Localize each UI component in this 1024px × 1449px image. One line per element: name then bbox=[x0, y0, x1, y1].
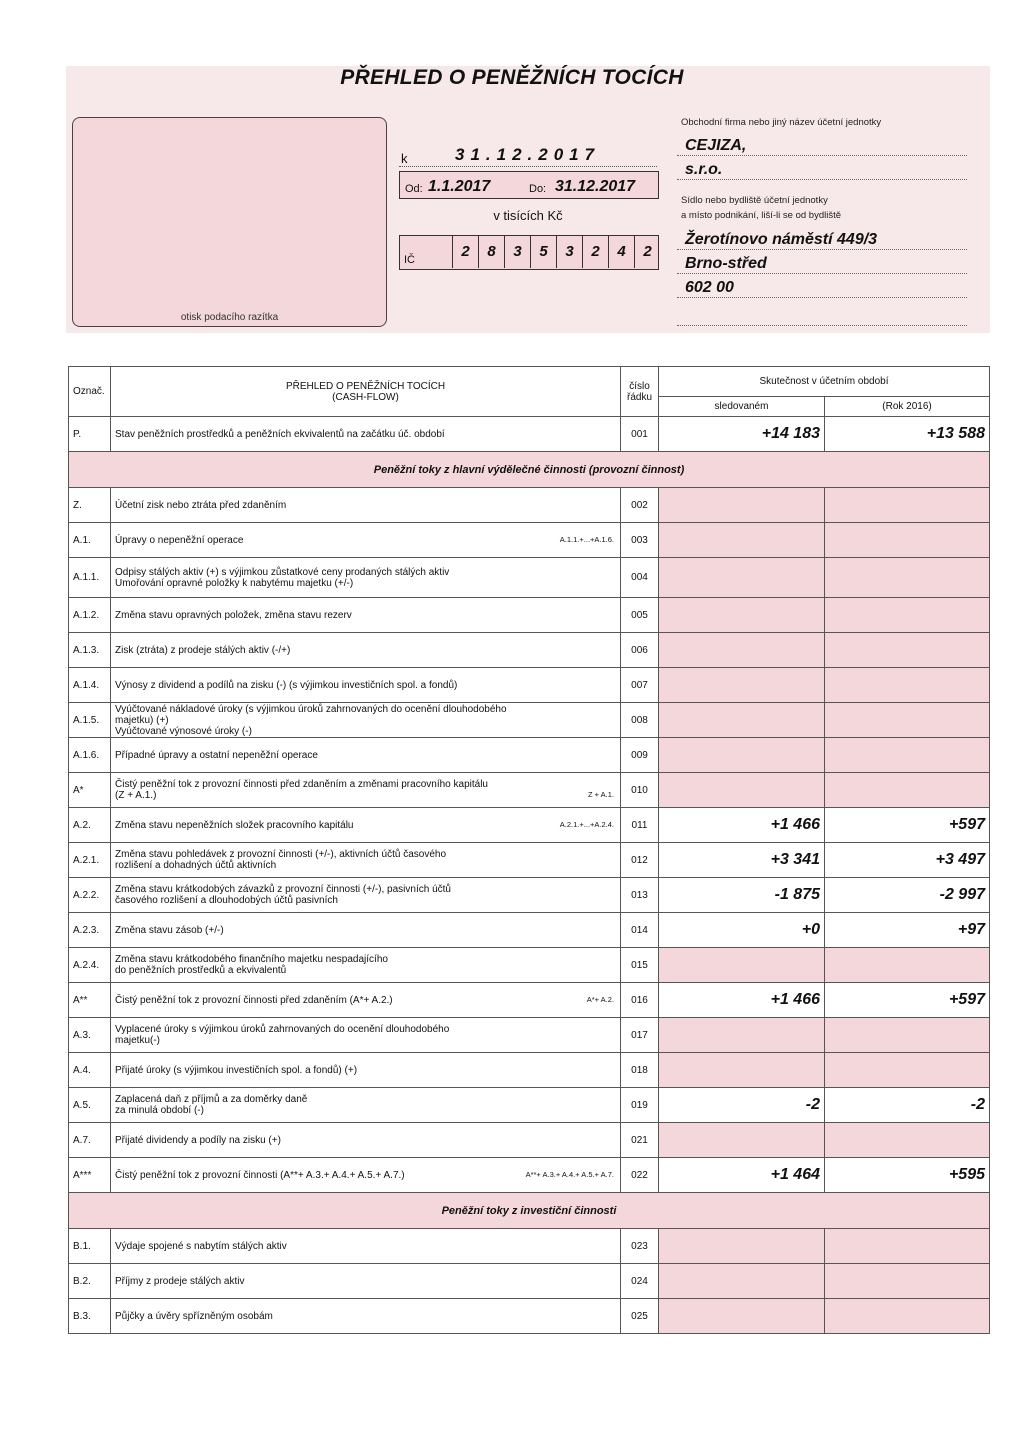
table-row bbox=[69, 948, 990, 983]
row-text: Přijaté úroky (s výjimkou investičních spol. a fondů) (+) bbox=[115, 1064, 358, 1076]
row-text: Úpravy o nepeněžní operace bbox=[115, 534, 244, 546]
value-previous bbox=[825, 948, 990, 983]
row-text: Změna stavu zásob (+/-) bbox=[115, 924, 224, 936]
value-current bbox=[659, 1053, 825, 1088]
table-row bbox=[69, 558, 990, 598]
row-text: Odpisy stálých aktiv (+) s výjimkou zůstatkové ceny prodaných stálých aktiv bbox=[115, 566, 450, 578]
header-title-2: (CASH-FLOW) bbox=[332, 391, 399, 403]
row-text: do peněžních prostředků a ekvivalentů bbox=[115, 965, 287, 976]
table-row bbox=[69, 668, 990, 703]
value-current bbox=[659, 488, 825, 523]
row-text: Stav peněžních prostředků a peněžních ekvivalentů na začátku úč. období bbox=[111, 417, 621, 452]
row-number: 004 bbox=[621, 558, 659, 598]
row-formula: Z + A.1. bbox=[587, 790, 614, 799]
value-current: +14 183 bbox=[659, 417, 825, 452]
ic-digit: 8 bbox=[478, 235, 504, 268]
row-number: 007 bbox=[621, 668, 659, 703]
value-previous: -2 bbox=[825, 1088, 990, 1123]
row-mark: A.1. bbox=[69, 523, 111, 558]
units-label: v tisících Kč bbox=[493, 208, 563, 223]
row-number: 019 bbox=[621, 1088, 659, 1123]
table-row bbox=[69, 1088, 990, 1123]
row-text: rozlišení a dohadných účtů aktivních bbox=[115, 860, 277, 871]
row-text: Vyúčtované výnosové úroky (-) bbox=[115, 725, 252, 737]
row-mark: A.1.1. bbox=[69, 558, 111, 598]
row-description bbox=[111, 1088, 621, 1123]
row-number: 009 bbox=[621, 738, 659, 773]
row-number: 010 bbox=[621, 773, 659, 808]
row-formula: A.2.1.+...+A.2.4. bbox=[559, 819, 614, 829]
value-current bbox=[659, 668, 825, 703]
ic-digit: 3 bbox=[556, 235, 582, 268]
row-text: Účetní zisk nebo ztráta před zdaněním bbox=[115, 499, 287, 511]
row-number: 003 bbox=[621, 523, 659, 558]
row-description bbox=[111, 1123, 621, 1158]
period-box bbox=[399, 171, 659, 199]
firm-name-line-1 bbox=[677, 135, 967, 156]
value-previous bbox=[825, 1264, 990, 1299]
row-description bbox=[111, 878, 621, 913]
row-mark: A.1.3. bbox=[69, 633, 111, 668]
row-text: časového rozlišení a dlouhodobých účtů pasivních bbox=[115, 895, 338, 906]
seat-street: Žerotínovo náměstí 449/3 bbox=[685, 231, 878, 248]
value-current: +0 bbox=[659, 913, 825, 948]
row-number: 022 bbox=[621, 1158, 659, 1193]
row-description bbox=[111, 633, 621, 668]
ic-digits bbox=[452, 235, 660, 268]
seat-line-3 bbox=[677, 277, 967, 298]
value-current: +1 466 bbox=[659, 808, 825, 843]
row-text: Změna stavu krátkodobého finančního majetku nespadajícího bbox=[115, 954, 388, 965]
table-row bbox=[69, 523, 990, 558]
row-text: Změna stavu krátkodobých závazků z provozní činnosti (+/-), pasivních účtů bbox=[115, 884, 451, 895]
row-description bbox=[111, 1018, 621, 1053]
row-mark: Z. bbox=[69, 488, 111, 523]
row-description bbox=[111, 773, 621, 808]
row-mark: A.2.2. bbox=[69, 878, 111, 913]
row-description bbox=[111, 843, 621, 878]
row-formula: A*+ A.2. bbox=[586, 994, 614, 1004]
header-previous: (Rok 2016) bbox=[825, 397, 990, 417]
value-current bbox=[659, 1123, 825, 1158]
row-number: 001 bbox=[621, 417, 659, 452]
row-number: 011 bbox=[621, 808, 659, 843]
row-number: 013 bbox=[621, 878, 659, 913]
seat-zip: 602 00 bbox=[685, 279, 734, 296]
row-mark: A.2.4. bbox=[69, 948, 111, 983]
row-text: Čistý peněžní tok z provozní činnosti (A**+ A.3.+ A.4.+ A.5.+ A.7.) bbox=[115, 1169, 405, 1181]
header-current: sledovaném bbox=[659, 397, 825, 417]
header-mark: Označ. bbox=[69, 367, 111, 417]
row-mark: P. bbox=[69, 417, 111, 452]
row-mark: A.5. bbox=[69, 1088, 111, 1123]
value-current: -1 875 bbox=[659, 878, 825, 913]
period-from: 1.1.2017 bbox=[428, 178, 491, 195]
row-description bbox=[111, 738, 621, 773]
ic-digit: 2 bbox=[582, 235, 608, 268]
seat-line-1 bbox=[677, 229, 967, 250]
row-description bbox=[111, 668, 621, 703]
period-to: 31.12.2017 bbox=[555, 178, 636, 195]
value-previous bbox=[825, 1299, 990, 1334]
value-previous bbox=[825, 523, 990, 558]
value-current bbox=[659, 598, 825, 633]
ic-digit: 2 bbox=[452, 235, 478, 268]
row-mark: B.3. bbox=[69, 1299, 111, 1334]
value-previous bbox=[825, 738, 990, 773]
table-row bbox=[69, 1229, 990, 1264]
value-current bbox=[659, 523, 825, 558]
ic-digit: 3 bbox=[504, 235, 530, 268]
firm-name-2: s.r.o. bbox=[685, 161, 723, 178]
value-current: -2 bbox=[659, 1088, 825, 1123]
seat-line-2 bbox=[677, 253, 967, 274]
row-description bbox=[111, 558, 621, 598]
value-previous bbox=[825, 488, 990, 523]
seat-city: Brno-střed bbox=[685, 255, 767, 272]
row-number: 017 bbox=[621, 1018, 659, 1053]
row-description bbox=[111, 983, 621, 1018]
table-row bbox=[69, 773, 990, 808]
row-mark: A.1.6. bbox=[69, 738, 111, 773]
value-current bbox=[659, 738, 825, 773]
seat-line-4 bbox=[677, 305, 967, 326]
row-description bbox=[111, 948, 621, 983]
row-mark: A.7. bbox=[69, 1123, 111, 1158]
header-actual: Skutečnost v účetním období bbox=[659, 367, 990, 397]
report-date bbox=[399, 140, 657, 167]
value-current bbox=[659, 948, 825, 983]
row-number: 024 bbox=[621, 1264, 659, 1299]
section-header-investing bbox=[69, 1193, 990, 1229]
ic-digit: 2 bbox=[634, 235, 660, 268]
stamp-box bbox=[72, 117, 387, 327]
table-row bbox=[69, 1053, 990, 1088]
row-description bbox=[111, 523, 621, 558]
row-text: Změna stavu nepeněžních složek pracovního kapitálu bbox=[115, 819, 354, 831]
seat-label-1: Sídlo nebo bydliště účetní jednotky bbox=[681, 195, 828, 206]
value-previous: +597 bbox=[825, 983, 990, 1018]
row-text: Půjčky a úvěry spřízněným osobám bbox=[115, 1310, 273, 1322]
section-header-operating bbox=[69, 452, 990, 488]
table-row bbox=[69, 1018, 990, 1053]
value-current bbox=[659, 773, 825, 808]
row-text: Výdaje spojené s nabytím stálých aktiv bbox=[115, 1240, 287, 1252]
row-number: 016 bbox=[621, 983, 659, 1018]
value-previous: -2 997 bbox=[825, 878, 990, 913]
header-row-no bbox=[621, 367, 659, 417]
table-row bbox=[69, 808, 990, 843]
row-mark: A.1.5. bbox=[69, 703, 111, 738]
header-row-no-1: číslo bbox=[629, 380, 650, 392]
cash-flow-table bbox=[68, 366, 990, 1334]
table-row bbox=[69, 1123, 990, 1158]
row-text: za minulá období (-) bbox=[115, 1105, 204, 1116]
value-previous bbox=[825, 1053, 990, 1088]
row-text: Vyplacené úroky s výjimkou úroků zahrnovaných do ocenění dlouhodobého bbox=[115, 1024, 450, 1035]
seat-label-2: a místo podnikání, liší-li se od bydliště bbox=[681, 210, 841, 221]
row-text: Příjmy z prodeje stálých aktiv bbox=[115, 1275, 245, 1287]
value-current: +3 341 bbox=[659, 843, 825, 878]
row-text: Umořování opravné položky k nabytému majetku (+/-) bbox=[115, 577, 354, 589]
period-from-label: Od: bbox=[405, 183, 423, 195]
value-current bbox=[659, 1299, 825, 1334]
row-text: Zisk (ztráta) z prodeje stálých aktiv (-/+) bbox=[115, 644, 291, 656]
value-previous bbox=[825, 703, 990, 738]
value-current: +1 464 bbox=[659, 1158, 825, 1193]
row-text: majetku(-) bbox=[115, 1035, 161, 1046]
row-text: Čistý peněžní tok z provozní činnosti před zdaněním (A*+ A.2.) bbox=[115, 994, 393, 1006]
table-row bbox=[69, 983, 990, 1018]
row-text: Vyúčtované nákladové úroky (s výjimkou úroků zahrnovaných do ocenění dlouhodobého bbox=[115, 703, 507, 715]
value-previous: +595 bbox=[825, 1158, 990, 1193]
firm-info bbox=[677, 117, 984, 332]
row-formula: A**+ A.3.+ A.4.+ A.5.+ A.7. bbox=[525, 1169, 614, 1179]
row-description bbox=[111, 703, 621, 738]
row-description bbox=[111, 808, 621, 843]
row-mark: A.3. bbox=[69, 1018, 111, 1053]
report-date-prefix: k bbox=[401, 151, 408, 166]
section-title: Peněžní toky z investiční činnosti bbox=[69, 1193, 990, 1229]
section-title: Peněžní toky z hlavní výdělečné činnosti (provozní činnost) bbox=[69, 452, 990, 488]
row-text: Změna stavu opravných položek, změna stavu rezerv bbox=[115, 609, 352, 621]
firm-name-1: CEJIZA, bbox=[685, 137, 747, 154]
table-row bbox=[69, 703, 990, 738]
header-title bbox=[111, 367, 621, 417]
table-row bbox=[69, 488, 990, 523]
row-mark: B.1. bbox=[69, 1229, 111, 1264]
row-mark: A* bbox=[69, 773, 111, 808]
ic-label: IČ bbox=[404, 254, 415, 266]
row-number: 018 bbox=[621, 1053, 659, 1088]
row-text: Přijaté dividendy a podíly na zisku (+) bbox=[115, 1134, 281, 1146]
value-current bbox=[659, 633, 825, 668]
value-previous: +597 bbox=[825, 808, 990, 843]
row-description bbox=[111, 1229, 621, 1264]
row-number: 012 bbox=[621, 843, 659, 878]
firm-name-line-2 bbox=[677, 159, 967, 180]
report-date-value: 31.12.2017 bbox=[455, 145, 601, 164]
row-mark: A.1.4. bbox=[69, 668, 111, 703]
row-text: majetku) (+) bbox=[115, 714, 169, 726]
row-mark: A.2. bbox=[69, 808, 111, 843]
row-description bbox=[111, 488, 621, 523]
value-previous bbox=[825, 1229, 990, 1264]
row-text: Čistý peněžní tok z provozní činnosti před zdaněním a změnami pracovního kapitálu bbox=[115, 779, 488, 790]
value-previous bbox=[825, 1123, 990, 1158]
row-number: 002 bbox=[621, 488, 659, 523]
row-description bbox=[111, 1264, 621, 1299]
table-row bbox=[69, 633, 990, 668]
table-row bbox=[69, 913, 990, 948]
value-current bbox=[659, 1018, 825, 1053]
row-text: Změna stavu pohledávek z provozní činnosti (+/-), aktivních účtů časového bbox=[115, 849, 447, 860]
row-number: 014 bbox=[621, 913, 659, 948]
firm-name-label: Obchodní firma nebo jiný název účetní jednotky bbox=[681, 117, 882, 128]
value-current bbox=[659, 1229, 825, 1264]
row-number: 015 bbox=[621, 948, 659, 983]
row-mark: A*** bbox=[69, 1158, 111, 1193]
row-number: 006 bbox=[621, 633, 659, 668]
stamp-label: otisk podacího razítka bbox=[180, 312, 279, 323]
ic-digit: 4 bbox=[608, 235, 634, 268]
row-mark: A.2.3. bbox=[69, 913, 111, 948]
value-previous bbox=[825, 1018, 990, 1053]
row-number: 005 bbox=[621, 598, 659, 633]
value-current: +1 466 bbox=[659, 983, 825, 1018]
value-previous: +13 588 bbox=[825, 417, 990, 452]
row-description bbox=[111, 598, 621, 633]
row-number: 023 bbox=[621, 1229, 659, 1264]
value-previous bbox=[825, 558, 990, 598]
row-description bbox=[111, 913, 621, 948]
table-row bbox=[69, 417, 990, 452]
table-row bbox=[69, 598, 990, 633]
header-title-1: PŘEHLED O PENĚŽNÍCH TOCÍCH bbox=[285, 380, 446, 392]
value-previous bbox=[825, 668, 990, 703]
page-title: PŘEHLED O PENĚŽNÍCH TOCÍCH bbox=[340, 66, 684, 89]
row-description bbox=[111, 1299, 621, 1334]
value-previous bbox=[825, 773, 990, 808]
row-number: 008 bbox=[621, 703, 659, 738]
row-mark: A.4. bbox=[69, 1053, 111, 1088]
table-row bbox=[69, 843, 990, 878]
table-row bbox=[69, 738, 990, 773]
row-text: Výnosy z dividend a podílů na zisku (-) (s výjimkou investičních spol. a fondů) bbox=[115, 679, 458, 691]
value-previous: +97 bbox=[825, 913, 990, 948]
row-description bbox=[111, 1053, 621, 1088]
header-row-no-2: řádku bbox=[626, 391, 652, 403]
value-current bbox=[659, 1264, 825, 1299]
table-row bbox=[69, 878, 990, 913]
row-text: Zaplacená daň z příjmů a za doměrky daně bbox=[115, 1094, 308, 1105]
row-mark: A** bbox=[69, 983, 111, 1018]
row-number: 021 bbox=[621, 1123, 659, 1158]
value-previous bbox=[825, 633, 990, 668]
value-current bbox=[659, 558, 825, 598]
table-row bbox=[69, 1299, 990, 1334]
value-previous: +3 497 bbox=[825, 843, 990, 878]
value-current bbox=[659, 703, 825, 738]
table-row bbox=[69, 1158, 990, 1193]
table-row bbox=[69, 1264, 990, 1299]
row-mark: A.1.2. bbox=[69, 598, 111, 633]
row-number: 025 bbox=[621, 1299, 659, 1334]
row-mark: A.2.1. bbox=[69, 843, 111, 878]
row-mark: B.2. bbox=[69, 1264, 111, 1299]
row-text: Případné úpravy a ostatní nepeněžní operace bbox=[115, 749, 318, 761]
row-text: (Z + A.1.) bbox=[115, 790, 157, 801]
value-previous bbox=[825, 598, 990, 633]
row-formula: A.1.1.+...+A.1.6. bbox=[559, 534, 614, 544]
ic-digit: 5 bbox=[530, 235, 556, 268]
row-description bbox=[111, 1158, 621, 1193]
period-to-label: Do: bbox=[529, 183, 547, 195]
